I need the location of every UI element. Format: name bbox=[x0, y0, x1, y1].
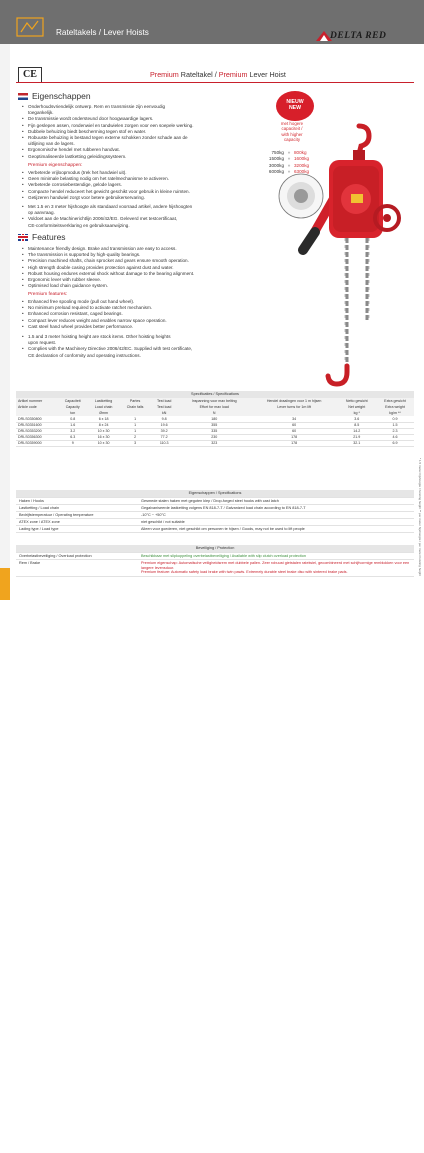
table-cell: 14.2 bbox=[338, 428, 376, 434]
list-item: • Getijzeren handwiel zorgt voor betere gebruikerservaring. bbox=[20, 195, 260, 201]
list-item: • Ergonomic lever with rubber sleeve. bbox=[20, 277, 260, 283]
dutch-flag-icon bbox=[18, 93, 28, 100]
table-cell: 6 x 18 bbox=[88, 416, 120, 422]
list-item: • Compact lever reduces weight and enables narrow space operation. bbox=[20, 318, 260, 324]
table-cell: Lastketting bbox=[88, 398, 120, 404]
capacity-old: 6000kg bbox=[268, 168, 284, 174]
page-title: Rateltakels / Lever Hoists bbox=[56, 28, 149, 37]
spec-side-note: * 1.5 meter hijshoogte / hoisting height ** per meter hijshoogte / per meter hoisting height bbox=[418, 458, 422, 576]
list-item: • Maintenance friendly design. Brake and transmission are easy to access. bbox=[20, 246, 260, 252]
product-title-nl: Rateltakel / bbox=[178, 70, 219, 79]
list-item: • High strength double casing provides protection against dust and water. bbox=[20, 265, 260, 271]
product-title-premium-2: Premium bbox=[218, 70, 248, 79]
list-item: • Optimised load chain guidance system. bbox=[20, 283, 260, 289]
table-cell: Inspanning voor max belting bbox=[178, 398, 251, 404]
uk-flag-icon bbox=[18, 234, 28, 241]
table-cell: DRLS0359000 bbox=[16, 440, 58, 446]
table-cell: Capaciteit bbox=[58, 398, 88, 404]
table-cell: 16 x 30 bbox=[88, 434, 120, 440]
properties-table bbox=[16, 490, 414, 533]
table-cell: 8 x 24 bbox=[88, 422, 120, 428]
table-cell: 6.3 bbox=[58, 434, 88, 440]
nl-heading-text: Eigenschappen bbox=[32, 91, 91, 101]
table-cell: 10 x 30 bbox=[88, 440, 120, 446]
product-title bbox=[150, 70, 286, 79]
property-value: niet geschikt / not suitable bbox=[138, 518, 414, 525]
table-row bbox=[16, 560, 414, 577]
list-item: op aanvraag. bbox=[28, 210, 55, 216]
list-item: • 1.5 and 3 meter hoisting height are stock items. Other hoisting heights bbox=[20, 334, 260, 340]
page-number: K14 bbox=[1, 1144, 7, 1153]
table-cell: 1 bbox=[120, 416, 151, 422]
property-value: Alleen voor goederen, niet geschikt om personen te hijsen / Goods, may not be used to lift people bbox=[138, 525, 414, 532]
table-cell: kg/m ** bbox=[376, 410, 414, 416]
list-item: • Verbeterde corrosiebestendige, gelode lagers. bbox=[20, 182, 260, 188]
list-item: • Cast steel hand wheel provides better performance. bbox=[20, 324, 260, 330]
table-cell: 1 bbox=[120, 422, 151, 428]
table-cell: 34 bbox=[251, 416, 338, 422]
list-item: • The transmission is supported by high-quality bearings. bbox=[20, 252, 260, 258]
table-cell: Test load bbox=[151, 404, 178, 410]
table-cell: DRLS0350800 bbox=[16, 416, 58, 422]
lever-hoist-image bbox=[255, 120, 420, 388]
table-cell: 10 x 30 bbox=[88, 428, 120, 434]
capacity-note-line: met hogere bbox=[280, 121, 304, 126]
spec-heading: Specificaties / Specifications bbox=[16, 391, 414, 398]
table-row bbox=[16, 518, 414, 525]
table-cell: N bbox=[178, 410, 251, 416]
table-cell: Extra gewicht bbox=[376, 398, 414, 404]
arrow-icon: » bbox=[287, 156, 291, 162]
table-row bbox=[16, 497, 414, 504]
nl-extra-list bbox=[20, 204, 260, 229]
hoist-outline-icon bbox=[16, 17, 44, 37]
en-feature-list bbox=[20, 246, 260, 289]
list-item: • Precision machined shafts, chain sprocket and gears ensure smooth operation. bbox=[20, 258, 260, 264]
table-cell: Net weight bbox=[338, 404, 376, 410]
nl-premium-list bbox=[20, 170, 260, 201]
table-cell: Hendel draaiingen voor 1 m hijsen bbox=[251, 398, 338, 404]
list-item: CE-conformiteitsverklaring en gebruiksaanwijzing. bbox=[28, 222, 130, 228]
table-cell: 1.5 bbox=[376, 422, 414, 428]
table-cell: Partes bbox=[120, 398, 151, 404]
table-cell: 335 bbox=[178, 428, 251, 434]
list-item: • Verbeterde vrijloopmodus (trek het handwiel uit). bbox=[20, 170, 260, 176]
table-cell: 0.8 bbox=[58, 416, 88, 422]
capacity-new: 800kg bbox=[294, 150, 307, 155]
table-cell: 0.9 bbox=[376, 416, 414, 422]
nl-feature-list bbox=[20, 104, 260, 160]
table-row bbox=[16, 525, 414, 532]
list-item: • Enhanced corrosion resistant, caged bearings. bbox=[20, 311, 260, 317]
arrow-icon: » bbox=[287, 168, 291, 174]
list-item: upon request. bbox=[28, 340, 57, 346]
table-cell: 4.6 bbox=[376, 434, 414, 440]
table-row bbox=[16, 440, 414, 446]
list-item: • Robuuste behuizing is bestand tegen externe schokken zonder schade aan de bbox=[20, 135, 260, 141]
property-key: Bedrijfstemperatuur / Operating temperature bbox=[16, 511, 138, 518]
table-cell: 21.9 bbox=[338, 434, 376, 440]
list-item: • Fijn geslepen assen, rondenwiel en tandwielen zorgen voor een soepele werking. bbox=[20, 123, 260, 129]
table-cell: Load chain bbox=[88, 404, 120, 410]
list-item: • De transmissie wordt ondersteund door hoogwaardige lagers. bbox=[20, 116, 260, 122]
table-cell: Effort for max load bbox=[178, 404, 251, 410]
list-item: • Onderhoudsvriendelijk ontwerp. Rem en transmissie zijn eenvoudig bbox=[20, 104, 260, 110]
list-item: • Ergonomische hendel met rubberen handvat. bbox=[20, 147, 260, 153]
table-cell: 355 bbox=[178, 422, 251, 428]
list-item: • Geoptimaliseerde lastketting geleidingssysteem. bbox=[20, 154, 260, 160]
capacity-new: 6300kg bbox=[294, 168, 310, 174]
property-key: ATEX zone / ATEX zone bbox=[16, 518, 138, 525]
brake-value-nl: Premium eigenschap: Automatische veiligheidsrem met dubbele pallen. Zeer robuust gietstalen ratelwiel, gecombineerd met schijfvormige remblokken voor een langere levensduur. bbox=[141, 561, 410, 570]
table-cell: 19.6 bbox=[151, 422, 178, 428]
table-cell: Test load bbox=[151, 398, 178, 404]
capacity-new: 3200kg bbox=[294, 162, 310, 168]
table-cell: DRLS0353200 bbox=[16, 428, 58, 434]
table-cell: 9 bbox=[58, 440, 88, 446]
table-cell: kg * bbox=[338, 410, 376, 416]
table-cell: 230 bbox=[178, 434, 251, 440]
table-row bbox=[16, 511, 414, 518]
en-heading-text: Features bbox=[32, 232, 66, 242]
table-cell: 2 bbox=[120, 434, 151, 440]
table-cell: 180 bbox=[178, 416, 251, 422]
table-cell: 3.6 bbox=[338, 416, 376, 422]
new-badge-line2: NEW bbox=[288, 104, 302, 111]
en-premium-list bbox=[20, 299, 260, 330]
en-heading bbox=[18, 232, 66, 242]
delta-red-logo bbox=[316, 27, 420, 49]
table-cell: Article code bbox=[16, 404, 58, 410]
table-cell: 2.3 bbox=[376, 428, 414, 434]
product-title-premium-1: Premium bbox=[150, 70, 179, 79]
property-key: Lading type / Load type bbox=[16, 525, 138, 532]
table-cell: Chain falls bbox=[120, 404, 151, 410]
table-cell: DRLS0351600 bbox=[16, 422, 58, 428]
brake-key: Rem / Brake bbox=[16, 560, 138, 577]
table-cell: 323 bbox=[178, 440, 251, 446]
table-cell: Lever turns for 1m lift bbox=[251, 404, 338, 410]
table-cell: DRLS0356300 bbox=[16, 434, 58, 440]
property-value: Gegalvaniseerde lastketting volgens EN 818-7-T / Galvanized load chain according to EN 818-7-T bbox=[138, 504, 414, 511]
arrow-icon: » bbox=[287, 150, 291, 155]
list-item: • Compacte hendel reduceert het gewicht geschikt voor gebruik in kleine ruimten. bbox=[20, 189, 260, 195]
list-item: CE declaration of conformity and operating instructions. bbox=[28, 352, 141, 358]
table-cell: 6.9 bbox=[376, 440, 414, 446]
list-item: • Robust housing endures external shock without damage to the bearing alignment. bbox=[20, 271, 260, 277]
list-item: uitlijning van de lagers. bbox=[28, 141, 75, 147]
list-item: • Met 1.5 en 3 meter hijshoogte als standaard voorraad artikel, andere hijshoogten bbox=[20, 204, 260, 210]
table-cell: 60 bbox=[251, 422, 338, 428]
protection-value: Beschikbaar met slipkoppeling overbelastbeveiliging / Available with slip clutch overload protection bbox=[138, 552, 414, 560]
list-item: • Enhanced free spooling mode (pull out hand wheel). bbox=[20, 299, 260, 305]
new-badge bbox=[276, 91, 314, 121]
list-item: toegankelijk. bbox=[28, 110, 54, 116]
table-row bbox=[16, 490, 414, 497]
en-extra-list bbox=[20, 334, 260, 359]
table-cell: 39.2 bbox=[151, 428, 178, 434]
nl-premium-heading: Premium eigenschappen: bbox=[28, 163, 83, 168]
table-cell: ton bbox=[58, 410, 88, 416]
table-cell: Capacity bbox=[58, 404, 88, 410]
table-row bbox=[16, 504, 414, 511]
capacity-note-line: capaciteit / bbox=[281, 126, 303, 132]
property-value: -10°C ~ +50°C bbox=[138, 511, 414, 518]
table-cell: 178 bbox=[251, 434, 338, 440]
en-premium-heading: Premium features: bbox=[28, 292, 68, 297]
property-key: Haken / Hooks bbox=[16, 497, 138, 504]
product-title-en: Lever Hoist bbox=[247, 70, 286, 79]
table-cell: Ømm bbox=[88, 410, 120, 416]
table-cell: 60 bbox=[251, 428, 338, 434]
table-cell: Extra weight bbox=[376, 404, 414, 410]
logo-text: DELTA RED bbox=[330, 31, 387, 41]
table-cell: kN bbox=[151, 410, 178, 416]
table-cell: 9.8 bbox=[151, 416, 178, 422]
property-value: Gesmede stalen haken met gegoten klep / Drop-forged steel hooks with cast latch bbox=[138, 497, 414, 504]
property-key: Lastketting / Load chain bbox=[16, 504, 138, 511]
spec-table bbox=[16, 398, 414, 447]
table-cell: 3 bbox=[120, 440, 151, 446]
capacity-old: 750kg bbox=[271, 150, 284, 155]
protection-heading: Beveiliging / Protection bbox=[16, 545, 414, 552]
table-cell: 1 bbox=[120, 428, 151, 434]
capacity-old: 1500kg bbox=[268, 156, 284, 162]
list-item: • No minimum preload required to activate ratchet mechanism. bbox=[20, 305, 260, 311]
table-cell: 178 bbox=[251, 440, 338, 446]
title-divider bbox=[16, 82, 414, 83]
protection-table bbox=[16, 545, 414, 577]
table-cell: 77.2 bbox=[151, 434, 178, 440]
brake-value bbox=[138, 560, 414, 577]
table-cell: 8.5 bbox=[338, 422, 376, 428]
list-item: • Geen minimale belasting nodig om het ratelmechanisme te activeren. bbox=[20, 176, 260, 182]
table-row bbox=[16, 552, 414, 560]
table-cell: 32.1 bbox=[338, 440, 376, 446]
table-cell: Netto gewicht bbox=[338, 398, 376, 404]
new-badge-line1: NIEUW bbox=[286, 99, 304, 105]
ce-mark: CE bbox=[18, 67, 42, 83]
list-item: • Dubbele behuizing biedt bescherming tegen stof en water. bbox=[20, 129, 260, 135]
capacity-old: 3000kg bbox=[268, 162, 284, 168]
properties-heading: Eigenschappen / Specifications bbox=[16, 490, 414, 497]
table-cell: 1.6 bbox=[58, 422, 88, 428]
table-cell: 3.2 bbox=[58, 428, 88, 434]
table-cell: Artikel nummer bbox=[16, 398, 58, 404]
side-strip bbox=[0, 44, 10, 600]
table-cell: 110.3 bbox=[151, 440, 178, 446]
capacity-new: 1600kg bbox=[294, 156, 310, 162]
capacity-note-line: capacity bbox=[283, 137, 301, 143]
nl-heading bbox=[18, 91, 91, 101]
capacity-note-line: with higher bbox=[281, 131, 303, 137]
brake-value-en: Premium feature: Automatic safety load brake with twin pawls. Extremely durable steel brake disc with sintered brake pads. bbox=[141, 570, 348, 575]
list-item: • Voldoet aan de Machinerichtlijn 2006/42/EG. Geleverd met testcertificaat, bbox=[20, 216, 260, 222]
page-tab bbox=[0, 568, 10, 1153]
protection-key: Overbelastbeveiliging / Overload protection bbox=[16, 552, 138, 560]
list-item: • Complies with the Machinery Directive 2006/42/EC. Supplied with test certificate, bbox=[20, 346, 260, 352]
arrow-icon: » bbox=[287, 162, 291, 168]
